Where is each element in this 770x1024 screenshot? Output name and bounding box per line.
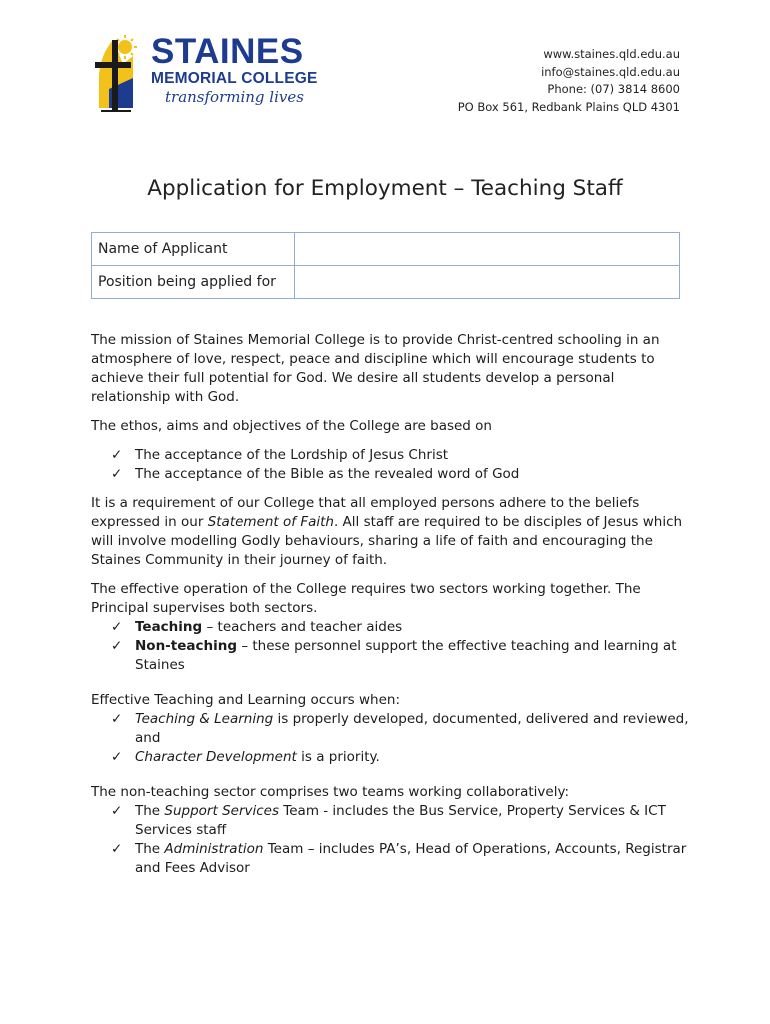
document-body — [91, 331, 691, 888]
nonteaching-intro: The non-teaching sector comprises two teams working collaboratively: — [91, 784, 570, 800]
contact-info — [458, 46, 680, 116]
check-icon: ✓ — [111, 638, 123, 654]
logo-subtitle: MEMORIAL COLLEGE — [151, 70, 318, 87]
position-label: Position being applied for — [92, 266, 295, 299]
name-label: Name of Applicant — [92, 233, 295, 266]
email-link[interactable]: info@staines.qld.edu.au — [541, 64, 680, 79]
mission-paragraph: The mission of Staines Memorial College is to provide Christ-centred schooling in an atmosphere of love, respect, peace and discipline which will encourage students to achieve their full potential for God. We desire all students develop a personal relationship with God. — [91, 332, 660, 405]
list-item: ✓ The Support Services Team - includes the Bus Service, Property Services & ICT Services staff — [111, 803, 666, 838]
ethos-list — [91, 446, 691, 484]
page-title: Application for Employment – Teaching Staff — [147, 176, 623, 201]
list-item: ✓ The acceptance of the Lordship of Jesus Christ — [111, 447, 449, 463]
position-field[interactable] — [295, 266, 680, 299]
check-icon: ✓ — [111, 803, 123, 819]
list-item: ✓ Non-teaching – these personnel support the effective teaching and learning at Staines — [111, 638, 677, 673]
college-logo — [93, 34, 328, 120]
sectors-intro: The effective operation of the College requires two sectors working together. The Principal supervises both sectors. — [91, 581, 641, 616]
etl-list — [91, 710, 691, 767]
check-icon: ✓ — [111, 841, 123, 857]
list-item: ✓ The acceptance of the Bible as the revealed word of God — [111, 466, 520, 482]
etl-intro: Effective Teaching and Learning occurs when: — [91, 692, 400, 708]
sectors-list — [91, 618, 691, 675]
logo-tagline: transforming lives — [165, 88, 304, 106]
name-field[interactable] — [295, 233, 680, 266]
check-icon: ✓ — [111, 619, 123, 635]
list-item: ✓ The Administration Team – includes PA’s, Head of Operations, Accounts, Registrar and Fees Advisor — [111, 841, 687, 876]
faith-paragraph: It is a requirement of our College that all employed persons adhere to the beliefs expressed in our Statement of Faith. All staff are required to be disciples of Jesus which will involve modelling Godly behaviours, sharing a life of faith and encouraging the Staines Community in their journey of faith. — [91, 495, 683, 568]
applicant-form — [91, 232, 680, 299]
form-row — [92, 266, 680, 299]
teams-list — [91, 802, 691, 878]
check-icon: ✓ — [111, 749, 123, 765]
check-icon: ✓ — [111, 447, 123, 463]
website-link[interactable]: www.staines.qld.edu.au — [543, 47, 680, 61]
address-text: PO Box 561, Redbank Plains QLD 4301 — [457, 99, 680, 114]
form-row — [92, 233, 680, 266]
phone-text: Phone: (07) 3814 8600 — [547, 82, 680, 96]
statement-of-faith: Statement of Faith — [207, 514, 334, 530]
check-icon: ✓ — [111, 711, 123, 727]
list-item: ✓ Character Development is a priority. — [111, 749, 380, 765]
list-item: ✓ Teaching – teachers and teacher aides — [111, 619, 403, 635]
check-icon: ✓ — [111, 466, 123, 482]
logo-name: STAINES — [151, 32, 304, 71]
cross-sun-icon — [93, 34, 149, 120]
list-item: ✓ Teaching & Learning is properly developed, documented, delivered and reviewed, and — [111, 711, 689, 746]
ethos-intro: The ethos, aims and objectives of the College are based on — [91, 418, 492, 434]
